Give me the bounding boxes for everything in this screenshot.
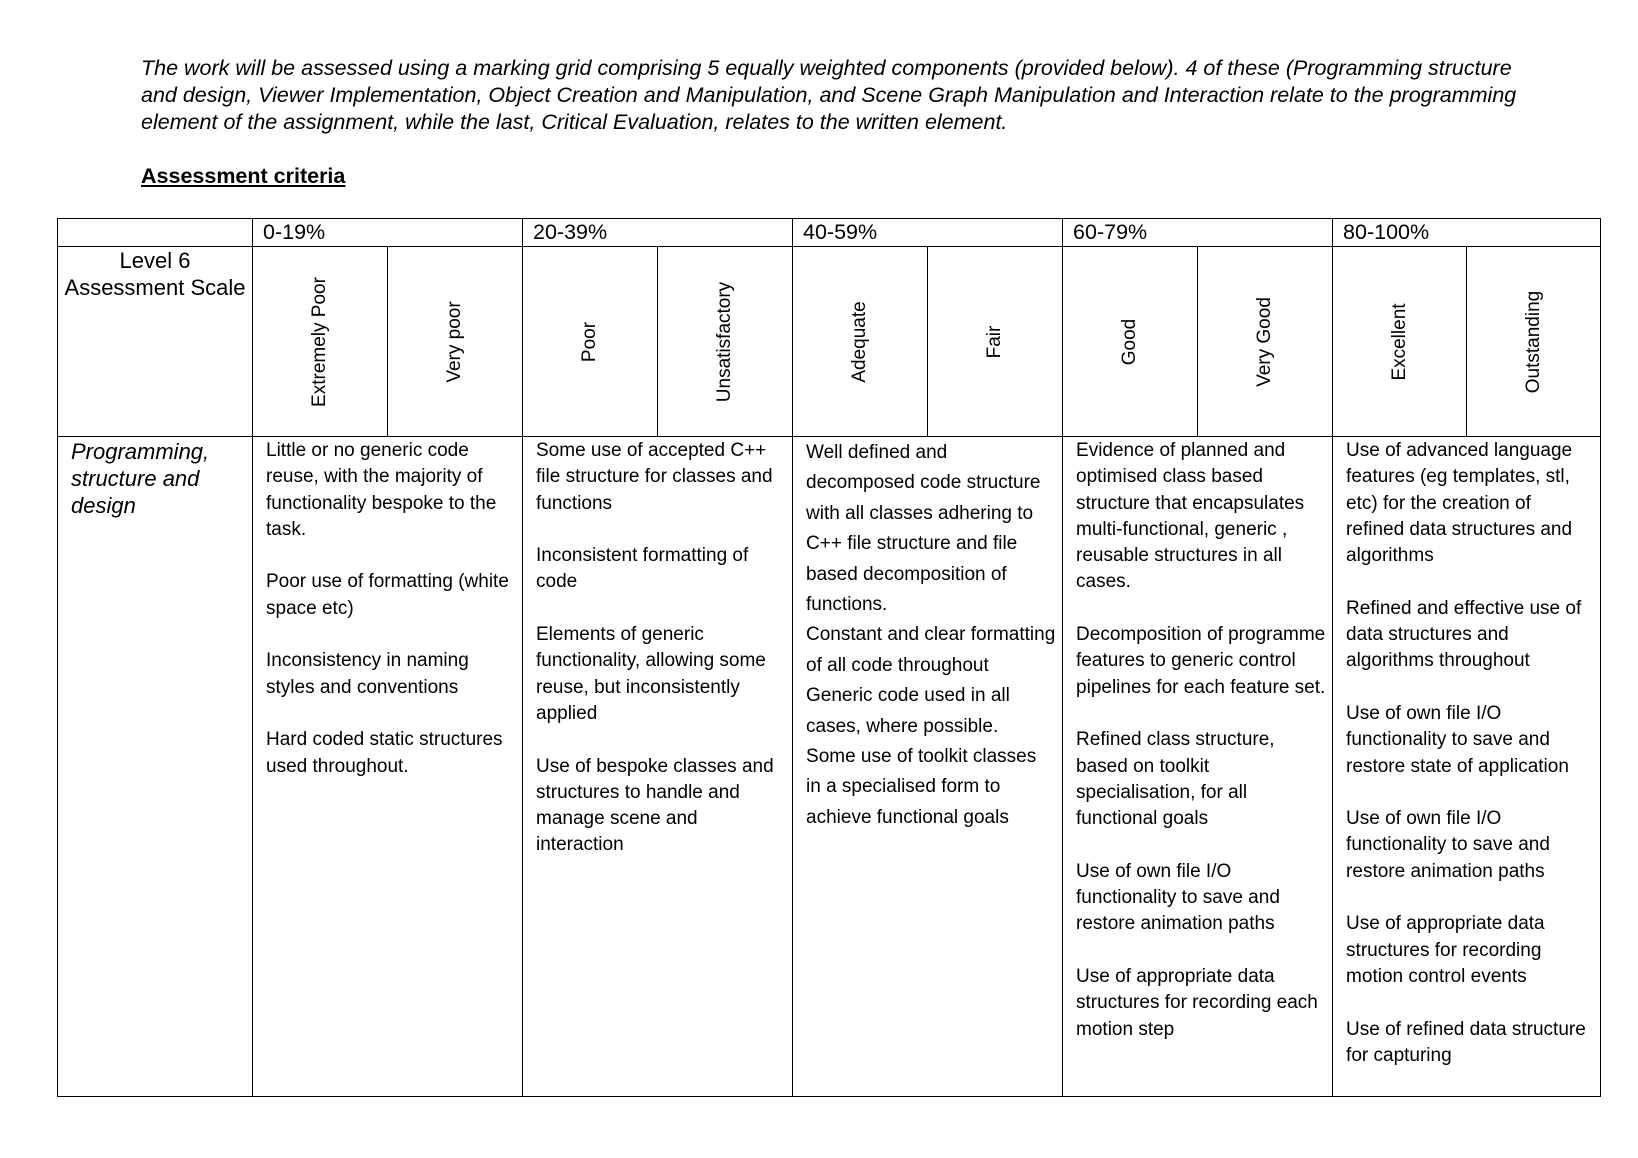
criteria-text: Generic code used in all cases, where possible. (806, 685, 1010, 737)
criteria-text: Refined and effective use of data structures and algorithms throughout (1346, 597, 1582, 672)
criteria-text: Use of own file I/O functionality to save and restore state of application (1346, 702, 1569, 777)
criteria-cell-80-100 (1333, 437, 1601, 1097)
criteria-text: Some use of toolkit classes in a specialised form to achieve functional goals (806, 746, 1037, 828)
criteria-text: Evidence of planned and optimised class based structure that encapsulates multi-functional, generic , reusable structures in all cases. (1076, 440, 1305, 593)
intro-paragraph: The work will be assessed using a marking grid comprising 5 equally weighted components (provided below). 4 of these (Programming structure and design, Viewer Implementation, Object Creation and Manipulation, and Scene Graph Manipulation and Interaction relate to the programming element of the assignment, while the last, Critical Evaluation, relates to the written element. (141, 56, 1517, 134)
grade-row (58, 247, 1601, 437)
criteria-text: Some use of accepted C++ file structure for classes and functions (536, 440, 773, 514)
grade-cell (1333, 247, 1467, 437)
criteria-text: Little or no generic code reuse, with the majority of functionality bespoke to the task. (266, 440, 497, 540)
band-20-39: 20-39% (523, 219, 793, 247)
criteria-text: Use of advanced language features (eg templates, stl, etc) for the creation of refined data structures and algorithms (1346, 440, 1573, 567)
criteria-cell-20-39 (523, 437, 793, 1097)
assessment-grid (57, 218, 1601, 1097)
criteria-text: Refined class structure, based on toolkit specialisation, for all functional goals (1076, 729, 1275, 830)
criteria-row (58, 437, 1601, 1097)
band-0-19: 0-19% (253, 219, 523, 247)
band-80-100: 80-100% (1333, 219, 1601, 247)
grade-cell (793, 247, 928, 437)
grade-very-good: Very Good (1254, 296, 1276, 387)
grade-cell (1063, 247, 1198, 437)
corner-cell (58, 219, 253, 247)
grade-excellent: Excellent (1388, 302, 1410, 381)
grade-unsatisfactory: Unsatisfactory (714, 281, 735, 402)
grade-adequate: Adequate (849, 300, 871, 383)
grade-cell (928, 247, 1063, 437)
criteria-cell-60-79 (1063, 437, 1333, 1097)
assessment-criteria-heading: Assessment criteria (141, 164, 346, 188)
grade-good: Good (1119, 318, 1141, 365)
criteria-text: Use of own file I/O functionality to save and restore animation paths (1346, 808, 1550, 882)
criteria-text: Use of own file I/O functionality to save and restore animation paths (1076, 860, 1280, 935)
criteria-text: Use of bespoke classes and structures to handle and manage scene and interaction (536, 755, 774, 856)
grade-outstanding: Outstanding (1522, 290, 1544, 393)
criteria-text: Use of refined data structure for capturing (1346, 1018, 1586, 1066)
grade-cell (1467, 247, 1601, 437)
grade-very-poor: Very poor (444, 300, 465, 383)
row-label-programming: Programming, structure and design (58, 437, 253, 1097)
grade-cell (253, 247, 388, 437)
grade-extremely-poor: Extremely Poor (309, 276, 330, 407)
band-40-59: 40-59% (793, 219, 1063, 247)
criteria-text: Poor use of formatting (white space etc) (266, 571, 509, 619)
assessment-scale-label: Level 6 Assessment Scale (58, 247, 253, 437)
grade-cell (523, 247, 658, 437)
criteria-text: Inconsistency in naming styles and conventions (266, 650, 469, 698)
grade-fair: Fair (984, 325, 1006, 358)
criteria-cell-40-59 (793, 437, 1063, 1097)
criteria-text: Constant and clear formatting of all code throughout (806, 624, 1056, 676)
criteria-text: Use of appropriate data structures for recording motion control events (1346, 913, 1545, 987)
grade-cell (388, 247, 523, 437)
grade-cell (1198, 247, 1333, 437)
criteria-text: Inconsistent formatting of code (536, 545, 749, 593)
criteria-text: Elements of generic functionality, allowing some reuse, but inconsistently applied (536, 624, 766, 724)
grade-cell (658, 247, 793, 437)
criteria-text: Hard coded static structures used throughout. (266, 729, 503, 777)
criteria-cell-0-19 (253, 437, 523, 1097)
criteria-text: Decomposition of programme features to generic control pipelines for each feature set. (1076, 624, 1326, 698)
grade-poor: Poor (579, 321, 600, 362)
criteria-text: Well defined and decomposed code structure with all classes adhering to C++ file structure and file based decomposition of functions. (806, 442, 1041, 616)
criteria-text: Use of appropriate data structures for recording each motion step (1076, 965, 1318, 1040)
band-row (58, 219, 1601, 247)
band-60-79: 60-79% (1063, 219, 1333, 247)
